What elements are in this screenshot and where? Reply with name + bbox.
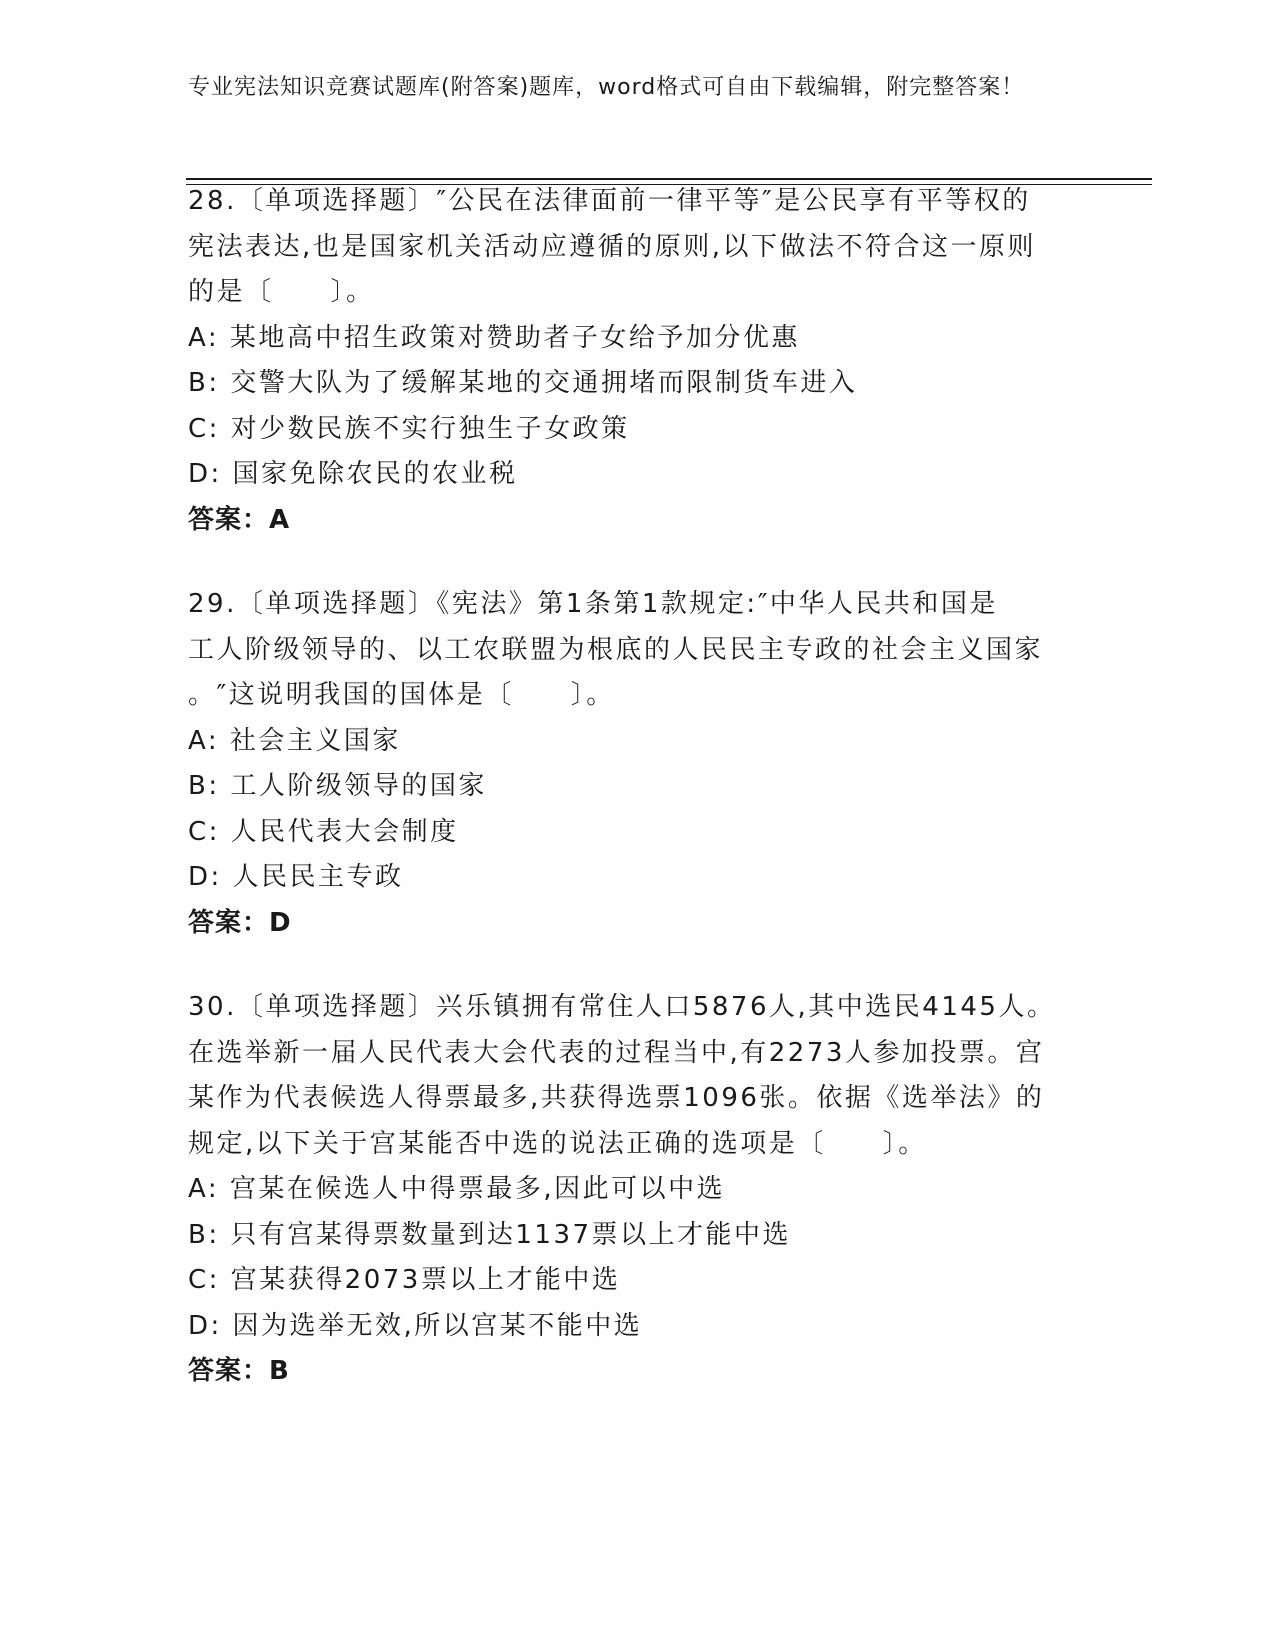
option-c: C: 对少数民族不实行独生子女政策	[188, 413, 630, 444]
question-stem-line: 工人阶级领导的、以工农联盟为根底的人民民主专政的社会主义国家	[188, 634, 1044, 665]
question-stem-line: 30.〔单项选择题〕兴乐镇拥有常住人口5876人,其中选民4145人。	[188, 992, 1056, 1022]
option-c: C: 人民代表大会制度	[188, 816, 459, 847]
question-stem-line: 在选举新一届人民代表大会代表的过程当中,有2273人参加投票。宫	[188, 1037, 1045, 1068]
option-d: D: 因为选举无效,所以宫某不能中选	[188, 1310, 643, 1341]
option-d: D: 国家免除农民的农业税	[188, 459, 518, 489]
answer: 答案：A	[188, 504, 291, 535]
option-c: C: 宫某获得2073票以上才能中选	[188, 1265, 621, 1295]
question-stem-line: 宪法表达,也是国家机关活动应遵循的原则,以下做法不符合这一原则	[188, 231, 1037, 262]
option-b: B: 工人阶级领导的国家	[188, 771, 487, 801]
question-stem-line: 某作为代表候选人得票最多,共获得选票1096张。依据《选举法》的	[188, 1083, 1045, 1113]
option-a: A: 社会主义国家	[188, 725, 401, 756]
question-stem-line: 的是〔 〕。	[188, 277, 375, 307]
answer: 答案：D	[188, 907, 292, 938]
option-b: B: 交警大队为了缓解某地的交通拥堵而限制货车进入	[188, 368, 858, 398]
question-stem-line: 29.〔单项选择题〕《宪法》第1条第1款规定:″中华人民共和国是	[188, 589, 998, 619]
option-b: B: 只有宫某得票数量到达1137票以上才能中选	[188, 1219, 792, 1250]
document-header: 专业宪法知识竞赛试题库(附答案)题库，word格式可自由下载编辑，附完整答案！	[188, 75, 1025, 100]
question-stem-line: 28.〔单项选择题〕″公民在法律面前一律平等″是公民享有平等权的	[188, 186, 1031, 216]
question-30	[188, 985, 1088, 1395]
option-a: A: 某地高中招生政策对赞助者子女给予加分优惠	[188, 322, 800, 353]
answer: 答案：B	[188, 1356, 290, 1386]
option-d: D: 人民民主专政	[188, 862, 404, 892]
question-stem-line: 。″这说明我国的国体是〔 〕。	[188, 680, 615, 710]
option-a: A: 宫某在候选人中得票最多,因此可以中选	[188, 1174, 726, 1204]
question-29	[188, 582, 1088, 946]
question-stem-line: 规定,以下关于宫某能否中选的说法正确的选项是〔 〕。	[188, 1128, 927, 1159]
question-28	[188, 179, 1088, 543]
